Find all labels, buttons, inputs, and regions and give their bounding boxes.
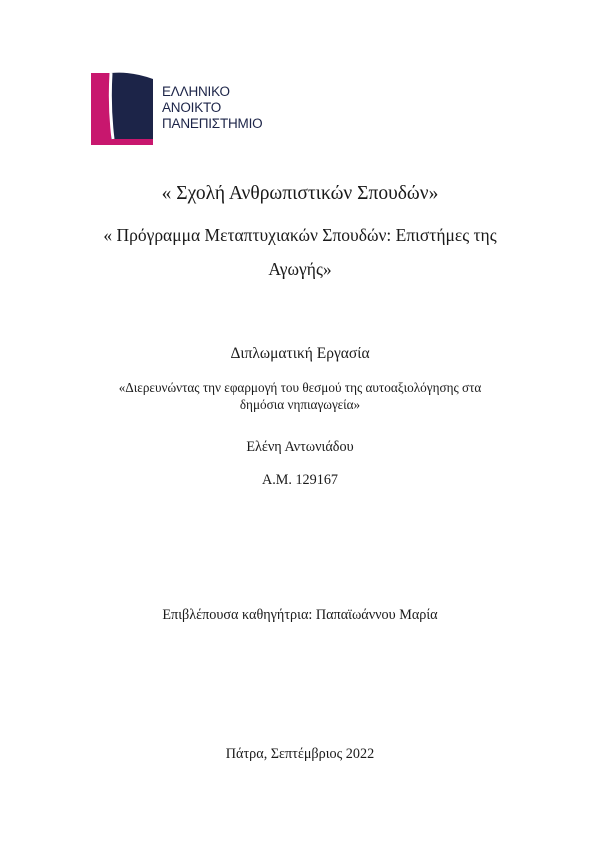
logo-line-1: ΕΛΛΗΝΙΚΟ	[162, 84, 230, 99]
logo-line-2: ΑΝΟΙΚΤΟ	[162, 100, 222, 115]
thesis-title-line-1: «Διερευνώντας την εφαρμογή του θεσμού της αυτοαξιολόγησης στα	[118, 380, 482, 395]
place-date: Πάτρα, Σεπτέμβριος 2022	[225, 746, 375, 762]
university-logo	[91, 71, 281, 145]
logo-wordmark	[162, 84, 262, 132]
author-name: Ελένη Αντωνιάδου	[246, 439, 354, 455]
university-emblem-icon	[91, 71, 159, 145]
thesis-type: Διπλωματική Εργασία	[230, 345, 370, 362]
registration-number: Α.Μ. 129167	[261, 472, 339, 488]
program-name-line-1: « Πρόγραμμα Μεταπτυχιακών Σπουδών: Επιστήμες της	[103, 225, 497, 245]
school-name: « Σχολή Ανθρωπιστικών Σπουδών»	[161, 183, 439, 204]
thesis-title-line-2: δημόσια νηπιαγωγεία»	[239, 397, 361, 412]
logo-line-3: ΠΑΝΕΠΙΣΤΗΜΙΟ	[162, 116, 263, 131]
supervisor: Επιβλέπουσα καθηγήτρια: Παπαϊωάννου Μαρία	[162, 607, 438, 623]
program-name-line-2: Αγωγής»	[268, 259, 332, 279]
